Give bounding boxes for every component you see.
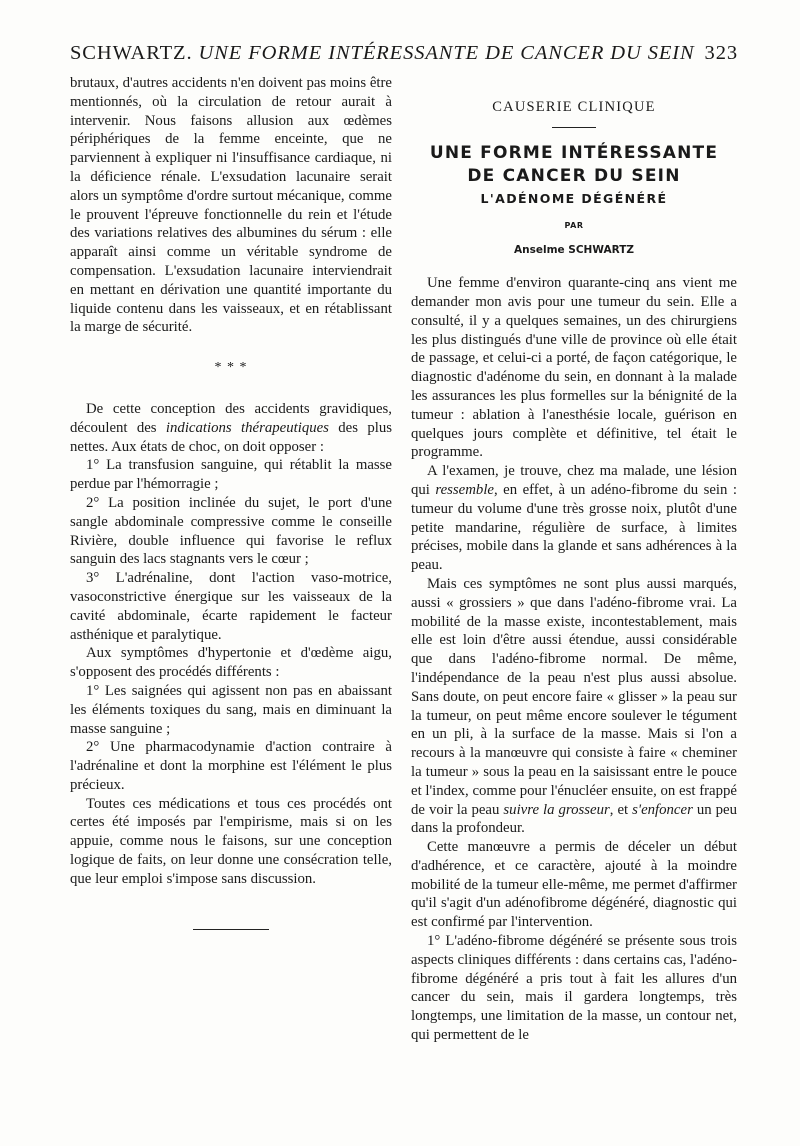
follow-growth-emphasis: suivre la grosseur	[503, 801, 610, 818]
left-paragraph-4: 2° La position inclinée du sujet, le port d'une sangle abdominale compressive comme le conseille Rivière, double influence qui favorise le reflux sanguin des lacs stagnants vers le cœur ;	[70, 494, 392, 568]
left-paragraph-2: De cette conception des accidents gravidiques, découlent des indications thérapeutiques des plus nettes. Aux états de choc, on doit opposer :	[70, 400, 392, 455]
by-label: PAR	[564, 220, 584, 230]
resembles-emphasis: ressemble	[435, 481, 494, 498]
header-title: UNE FORME INTÉRESSANTE DE CANCER DU SEIN	[198, 42, 695, 64]
therapeutic-indications-emphasis: indications thérapeutiques	[165, 419, 329, 436]
left-paragraph-9: Toutes ces médications et tous ces procédés ont certes été imposés par l'empirisme, mais si on les appuie, comme nous le faisons, sur une conception logique de faits, on leur donne une consécration telle, que leur emploi s'impose sans discussion.	[70, 795, 392, 887]
author-byline: Anselme SCHWARTZ	[514, 244, 634, 257]
article-subtitle: L'ADÉNOME DÉGÉNÉRÉ	[480, 190, 668, 206]
article-title-line-2: DE CANCER DU SEIN	[467, 165, 681, 186]
left-paragraph-1: brutaux, d'autres accidents n'en doivent pas moins être mentionnés, où la circulation de retour aurait à intervenir. Nous faisons allusion aux œdèmes périphériques de la femme enceinte, que ne parviennent à expliquer ni l'insuffisance cardiaque, ni la déficience rénale. L'exsudation lacunaire serait alors un symptôme d'ordre surtout mécanique, comme le prouvent l'épreuve fonctionnelle du rein et l'étude des variations relatives des albumines du sérum : elle apparaît ainsi comme un véritable syndrome de compensation. L'exsudation lacunaire interviendrait en mettant en dérivation une quantité importante du liquide contenu dans les vaisseaux, et en rétablissant la marge de sécurité.	[70, 75, 392, 336]
right-paragraph-3: Mais ces symptômes ne sont plus aussi marqués, aussi « grossiers » que dans l'adéno-fibrome vrai. La mobilité de la masse existe, incontestablement, mais elle est loin d'être aussi étendue, aussi considérable que dans l'adéno-fibrome normal. De même, l'indépendance de la peau n'est plus aussi absolue. Sans doute, on peut encore faire « glisser » la peau sur la tumeur, on peut même encore soulever le tégument en un pli, à la surface de la masse. Mais si l'on a recours à la manœuvre qui consiste à faire « cheminer la tumeur » sous la peau en la saisissant entre le pouce et l'index, comme pour l'énucléer ensuite, on est frappé de voir la peau suivre la grosseur, et s'enfoncer un peu dans la profondeur.	[411, 575, 737, 837]
page-number: 323	[704, 42, 738, 64]
asterism: * * *	[214, 360, 248, 376]
right-column	[411, 74, 737, 1045]
left-column	[70, 74, 392, 930]
left-paragraph-5: 3° L'adrénaline, dont l'action vaso-motrice, vasoconstrictive énergique sur les vaisseaux de la cavité abdominale, écarte rapidement le facteur asthénique et paralytique.	[70, 570, 392, 643]
article-title-line-1: UNE FORME INTÉRESSANTE	[429, 142, 719, 163]
left-paragraph-8: 2° Une pharmacodynamie d'action contraire à l'adrénaline et dont la morphine est l'élément le plus précieux.	[70, 739, 392, 793]
left-paragraph-6: Aux symptômes d'hypertonie et d'œdème aigu, s'opposent des procédés différents :	[70, 645, 392, 681]
header-author: SCHWARTZ.	[70, 42, 193, 64]
section-rule	[552, 127, 596, 128]
end-rule	[193, 929, 269, 930]
sink-emphasis: s'enfoncer	[632, 801, 693, 818]
left-paragraph-7: 1° Les saignées qui agissent non pas en abaissant les éléments toxiques du sang, mais en diminuant la masse sanguine ;	[70, 682, 392, 737]
running-header	[70, 40, 738, 66]
right-paragraph-5: 1° L'adéno-fibrome dégénéré se présente sous trois aspects cliniques différents : dans certains cas, l'adéno-fibrome dégénéré a pris tout à fait les allures d'un cancer du sein, mais il gardera longtemps, très longtemps, une limitation de la masse, un contour net, qui permettent de le	[411, 933, 737, 1044]
left-paragraph-3: 1° La transfusion sanguine, qui rétablit la masse perdue par l'hémorragie ;	[70, 457, 392, 493]
right-paragraph-2: A l'examen, je trouve, chez ma malade, une lésion qui ressemble, en effet, à un adéno-fibrome du sein : tumeur du volume d'une très grosse noix, plutôt d'une petite mandarine, régulière de surface, à limites précises, mobile dans la glande et sans adhérences à la peau.	[411, 463, 737, 574]
right-paragraph-4: Cette manœuvre a permis de déceler un début d'adhérence, et ce caractère, ajouté à la moindre mobilité de la tumeur elle-même, me permet d'affirmer qu'il s'agit d'un adénofibrome dégénéré, diagnostic qui est confirmé par l'intervention.	[411, 839, 737, 931]
section-label: CAUSERIE CLINIQUE	[492, 99, 656, 115]
right-paragraph-1: Une femme d'environ quarante-cinq ans vient me demander mon avis pour une tumeur du sein. Elle a consulté, il y a quelques semaines, un des chirurgiens les plus distingués d'une ville de province où elle était de passage, et celui-ci a porté, de façon catégorique, le diagnostic d'adénome du sein, en donnant à la malade les assurances les plus formelles sur la bénignité de la tumeur : ablation à l'anesthésie locale, guérison en quelques jours complète et définitive, tel était le programme.	[411, 275, 737, 461]
